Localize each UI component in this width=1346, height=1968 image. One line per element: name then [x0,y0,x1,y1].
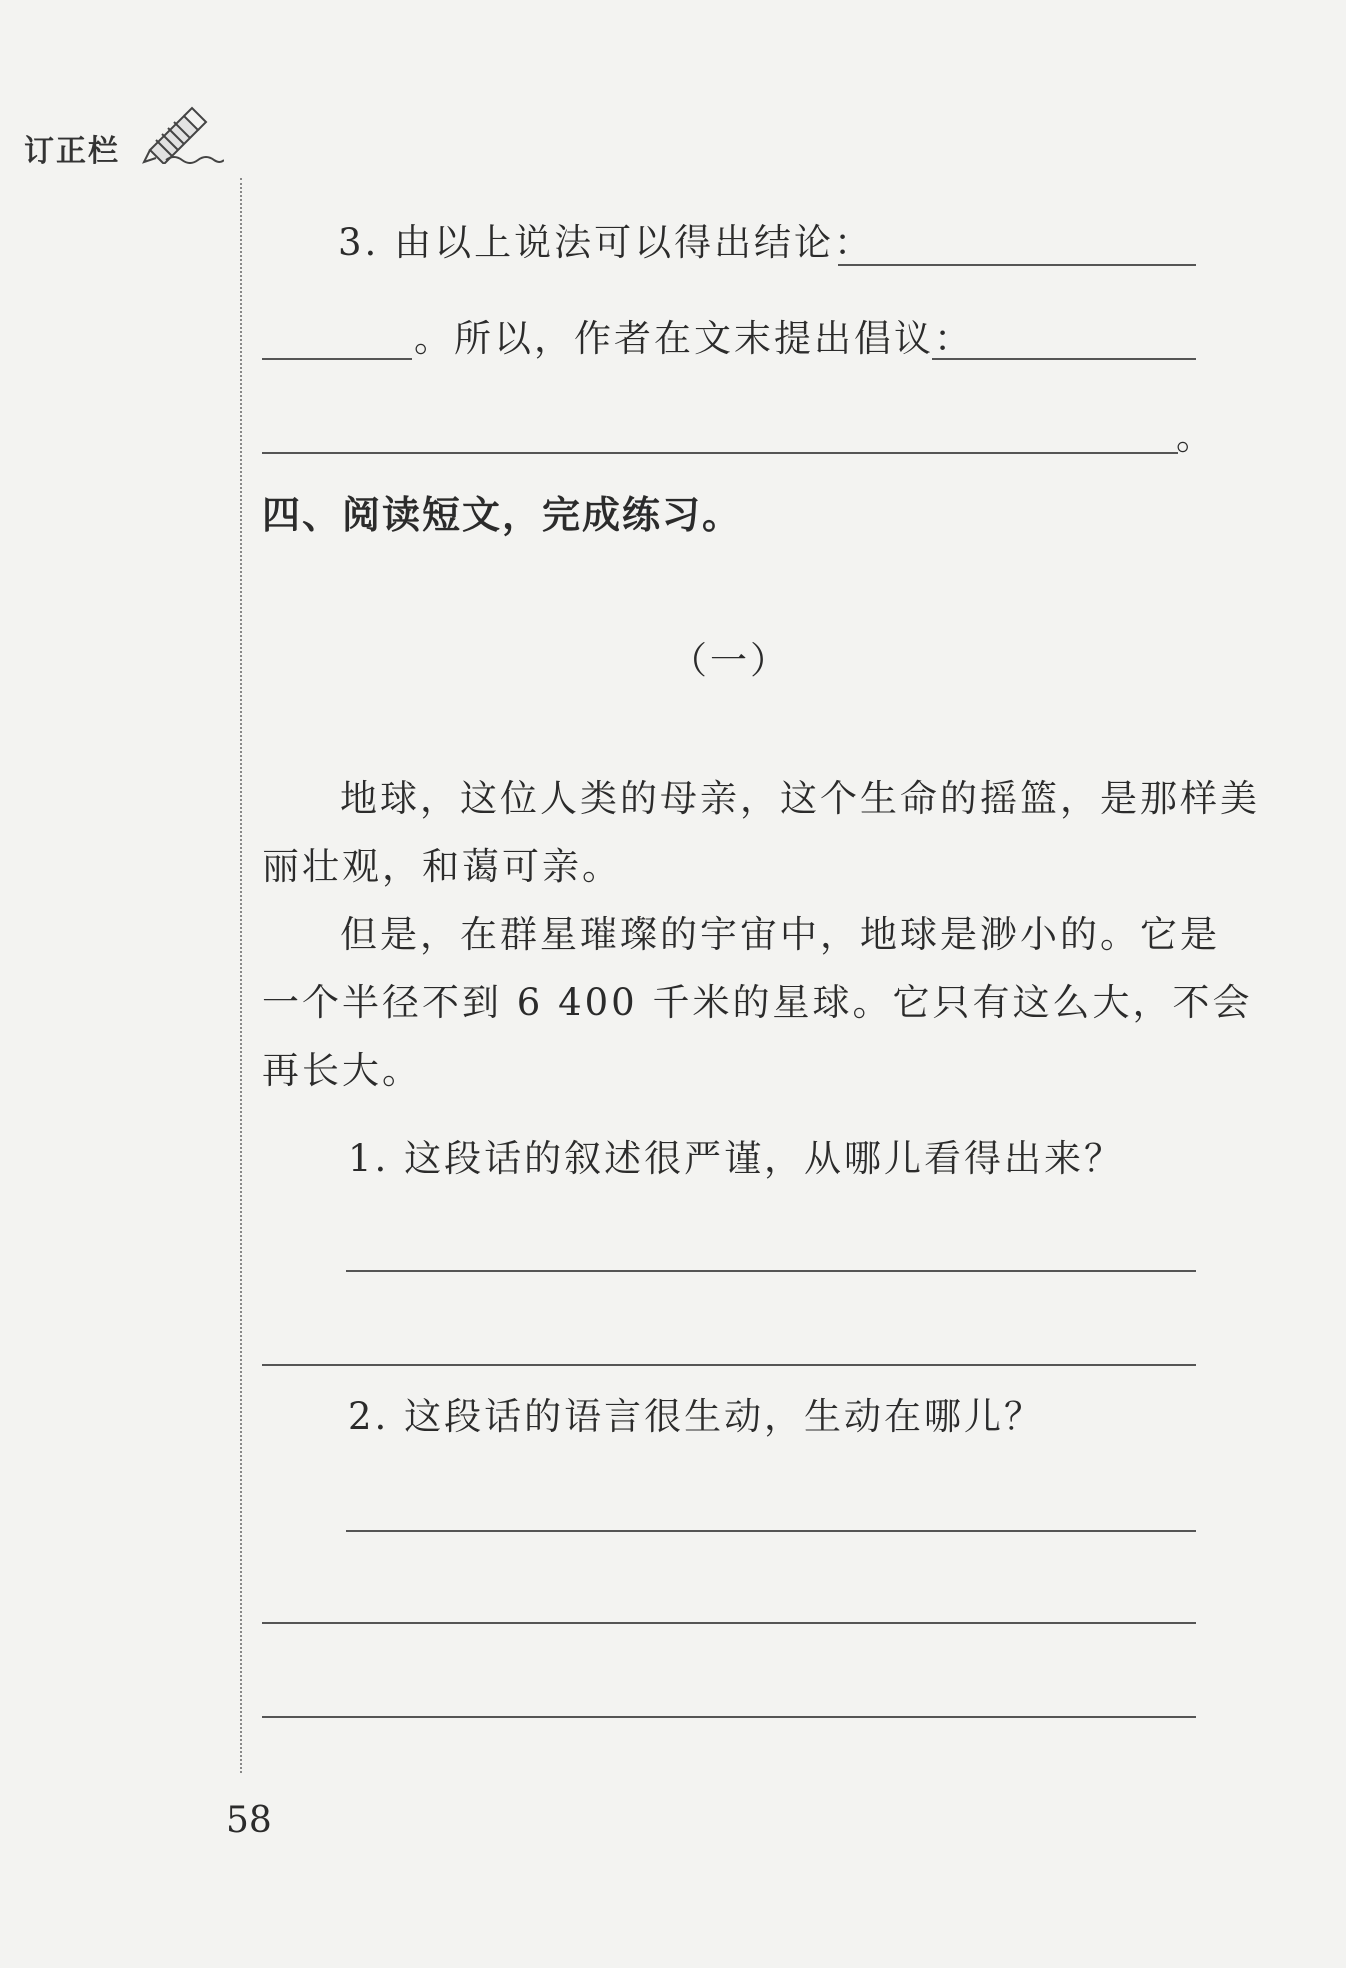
q1-answer-line-2[interactable] [262,1364,1196,1366]
q2-answer-line-1[interactable] [346,1530,1196,1532]
q3-answer-blank-2[interactable] [262,358,412,360]
section-heading: 四、阅读短文，完成练习。 [262,493,743,537]
passage-p2-line1: 但是，在群星璀璨的宇宙中，地球是渺小的。它是 [340,913,1220,956]
pencil-icon [142,104,224,164]
q2-answer-line-2[interactable] [262,1622,1196,1624]
q3-answer-blank-3[interactable] [932,358,1196,360]
margin-dotted-divider [240,178,242,1773]
passage-p2-line2: 一个半径不到 6 400 千米的星球。它只有这么大，不会 [262,981,1253,1024]
passage-label: （一） [670,639,790,682]
passage-p2-line3: 再长大。 [262,1049,422,1092]
q3-end-period: 。 [1176,415,1216,458]
q3-answer-blank-1[interactable] [838,264,1196,266]
correction-column-label: 订正栏 [24,134,120,169]
page-number: 58 [226,1800,272,1841]
q1-answer-line-1[interactable] [346,1270,1196,1272]
q3-prompt: 3. 由以上说法可以得出结论： [338,221,875,264]
q3-middle-text: 。所以，作者在文末提出倡议： [414,317,974,360]
q2-answer-line-3[interactable] [262,1716,1196,1718]
q3-answer-blank-4[interactable] [262,452,1178,454]
passage-p1-line2: 丽壮观，和蔼可亲。 [262,845,622,888]
question-1: 1. 这段话的叙述很严谨，从哪儿看得出来？ [348,1137,1125,1180]
passage-p1-line1: 地球，这位人类的母亲，这个生命的摇篮，是那样美 [340,777,1260,820]
question-2: 2. 这段话的语言很生动，生动在哪儿？ [348,1395,1045,1438]
